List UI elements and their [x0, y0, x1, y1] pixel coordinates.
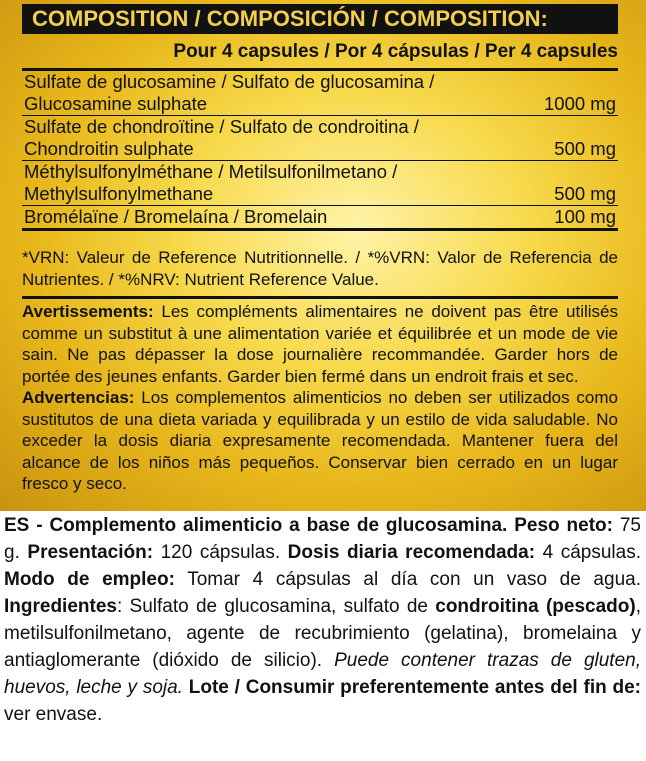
es-ingredients-label: Ingredientes [4, 596, 117, 617]
warnings-fr-text: Les compléments alimentaires ne doivent pas être utilisés comme un substitut à une alimentation variée et équilibrée et un mode de vie sain. Ne pas dépasser la dose journalière recommandée. Garder hors de portée des jeunes enfants. Garder bien fermé dans un endroit frais et sec. [22, 302, 618, 386]
ingredient-name-line2: Glucosamine sulphate [24, 93, 208, 114]
ingredient-amount: 500 mg [554, 138, 616, 159]
warnings-fr-label: Avertissements: [22, 302, 154, 321]
es-usage: Tomar 4 cápsulas al día con un vaso de agua. [174, 569, 641, 590]
vrn-note: *VRN: Valeur de Reference Nutritionnelle. / *%VRN: Valor de Referencia de Nutrientes. / *%NRV: Nutrient Reference Value. [22, 248, 618, 289]
composition-row [22, 161, 618, 206]
ingredient-name-line1: Sulfate de glucosamine / Sulfato de glucosamina / [24, 71, 435, 92]
es-weight: 75 g. [4, 515, 641, 563]
es-title: ES - Complemento alimenticio a base de glucosamina. Peso neto: [4, 515, 613, 536]
ingredient-name-line1: Sulfate de chondroïtine / Sulfato de condroitina / [24, 116, 419, 137]
es-dose: 4 cápsulas. [535, 542, 641, 563]
spanish-description [4, 512, 641, 728]
es-ingredients: : Sulfato de glucosamina, sulfato de [116, 596, 436, 617]
warnings-es-label: Advertencias: [22, 388, 135, 407]
es-ingredients-rest: , metilsulfonilmetano, agente de recubrimiento (gelatina), bromelaina y antiaglomerante (dióxido de silicio). [4, 596, 641, 671]
composition-header: COMPOSITION / COMPOSICIÓN / COMPOSITION: [22, 4, 618, 34]
ingredient-name-line2: Methylsulfonylmethane [24, 183, 214, 204]
ingredient-name-line1: Méthylsulfonylméthane / Metilsulfonilmetano / [24, 161, 398, 182]
ingredient-name-line2: Chondroitin sulphate [24, 138, 194, 159]
es-lot: ver envase. [4, 704, 103, 725]
warnings-section [22, 296, 618, 506]
es-presentation: 120 cápsulas. [153, 542, 288, 563]
es-allergen: condroitina (pescado) [435, 596, 636, 617]
composition-row [22, 71, 618, 116]
composition-row [22, 206, 618, 228]
ingredient-amount: 100 mg [554, 206, 616, 227]
composition-row [22, 116, 618, 161]
es-lot-label: Lote / Consumir preferentemente antes del fin de: [188, 677, 641, 698]
per-serving-label: Pour 4 capsules / Por 4 cápsulas / Per 4 capsules [173, 41, 618, 62]
composition-table [22, 68, 618, 231]
es-dose-label: Dosis diaria recomendada: [287, 542, 536, 563]
ingredient-amount: 1000 mg [544, 93, 616, 114]
es-traces: Puede contener trazas de gluten, huevos, leche y soja. [4, 650, 641, 698]
es-usage-label: Modo de empleo: [4, 569, 175, 590]
es-presentation-label: Presentación: [27, 542, 154, 563]
ingredient-name-line1: Bromélaïne / Bromelaína / Bromelain [24, 206, 328, 227]
warnings-es-text: Los complementos alimenticios no deben ser utilizados como sustitutos de una dieta variada y equilibrada y un estilo de vida saludable. No exceder la dosis diaria expresamente recomendada. Mantener fuera del alcance de los niños más pequeños. Conservar bien cerrado en un lugar fresco y seco. [22, 388, 618, 493]
ingredient-amount: 500 mg [554, 183, 616, 204]
